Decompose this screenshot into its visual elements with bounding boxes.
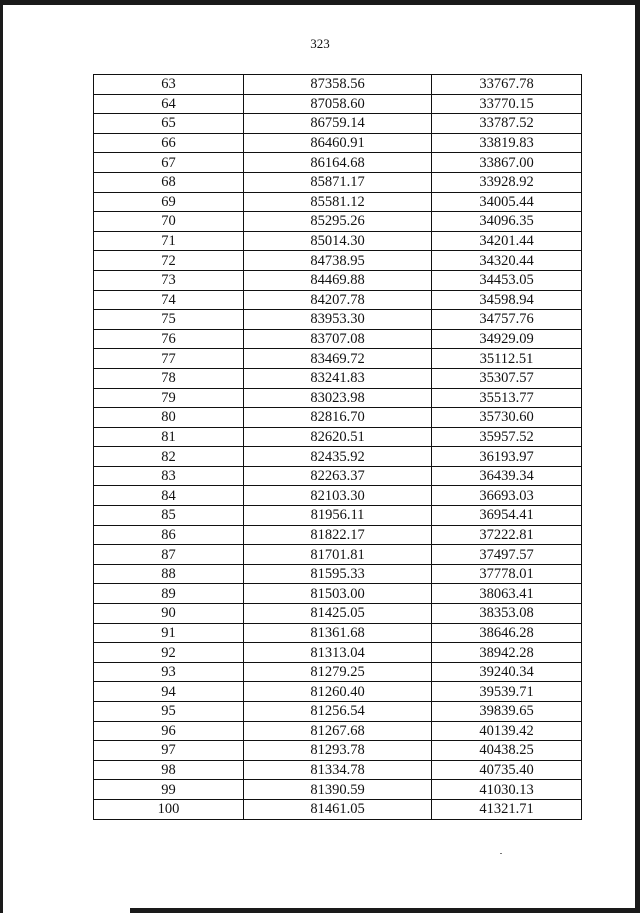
- value-a-cell: 81293.78: [244, 741, 432, 761]
- value-a-cell: 81279.25: [244, 662, 432, 682]
- row-index-cell: 86: [94, 525, 244, 545]
- table-row: [94, 760, 582, 780]
- table-row: [94, 506, 582, 526]
- table-row: [94, 662, 582, 682]
- value-b-cell: 34929.09: [432, 329, 582, 349]
- scan-edge-left: [0, 0, 3, 913]
- row-index-cell: 63: [94, 75, 244, 95]
- value-b-cell: 37222.81: [432, 525, 582, 545]
- row-index-cell: 71: [94, 231, 244, 251]
- row-index-cell: 68: [94, 172, 244, 192]
- table-row: [94, 604, 582, 624]
- value-b-cell: 37778.01: [432, 564, 582, 584]
- row-index-cell: 94: [94, 682, 244, 702]
- value-a-cell: 85295.26: [244, 212, 432, 232]
- value-a-cell: 81822.17: [244, 525, 432, 545]
- value-b-cell: 33867.00: [432, 153, 582, 173]
- table-row: [94, 290, 582, 310]
- value-b-cell: 36693.03: [432, 486, 582, 506]
- data-table: [93, 74, 582, 820]
- scan-speck: [500, 853, 502, 854]
- value-a-cell: 81334.78: [244, 760, 432, 780]
- table-row: [94, 75, 582, 95]
- row-index-cell: 66: [94, 133, 244, 153]
- table-row: [94, 408, 582, 428]
- row-index-cell: 89: [94, 584, 244, 604]
- value-a-cell: 81503.00: [244, 584, 432, 604]
- row-index-cell: 65: [94, 114, 244, 134]
- value-a-cell: 82816.70: [244, 408, 432, 428]
- row-index-cell: 73: [94, 270, 244, 290]
- value-a-cell: 84738.95: [244, 251, 432, 271]
- value-b-cell: 39240.34: [432, 662, 582, 682]
- row-index-cell: 85: [94, 506, 244, 526]
- value-a-cell: 87358.56: [244, 75, 432, 95]
- value-b-cell: 34598.94: [432, 290, 582, 310]
- table-row: [94, 486, 582, 506]
- value-a-cell: 81260.40: [244, 682, 432, 702]
- value-b-cell: 36439.34: [432, 466, 582, 486]
- value-a-cell: 85014.30: [244, 231, 432, 251]
- value-a-cell: 81390.59: [244, 780, 432, 800]
- value-b-cell: 36193.97: [432, 447, 582, 467]
- value-b-cell: 33770.15: [432, 94, 582, 114]
- table-row: [94, 682, 582, 702]
- value-b-cell: 34757.76: [432, 310, 582, 330]
- table-row: [94, 741, 582, 761]
- row-index-cell: 91: [94, 623, 244, 643]
- value-b-cell: 35112.51: [432, 349, 582, 369]
- table-row: [94, 114, 582, 134]
- table-row: [94, 368, 582, 388]
- value-b-cell: 34096.35: [432, 212, 582, 232]
- value-b-cell: 38063.41: [432, 584, 582, 604]
- value-a-cell: 81267.68: [244, 721, 432, 741]
- value-b-cell: 35513.77: [432, 388, 582, 408]
- table-row: [94, 94, 582, 114]
- value-a-cell: 81256.54: [244, 702, 432, 722]
- value-b-cell: 36954.41: [432, 506, 582, 526]
- value-b-cell: 34201.44: [432, 231, 582, 251]
- row-index-cell: 96: [94, 721, 244, 741]
- scan-edge-top: [0, 0, 640, 5]
- value-b-cell: 40438.25: [432, 741, 582, 761]
- row-index-cell: 78: [94, 368, 244, 388]
- page-number: 323: [310, 36, 330, 51]
- value-a-cell: 81361.68: [244, 623, 432, 643]
- table-row: [94, 153, 582, 173]
- table-row: [94, 799, 582, 819]
- value-a-cell: 86164.68: [244, 153, 432, 173]
- table-row: [94, 329, 582, 349]
- table-row: [94, 545, 582, 565]
- row-index-cell: 97: [94, 741, 244, 761]
- table-row: [94, 623, 582, 643]
- table-row: [94, 427, 582, 447]
- scan-edge-right: [635, 0, 640, 913]
- table-row: [94, 270, 582, 290]
- table-row: [94, 212, 582, 232]
- row-index-cell: 69: [94, 192, 244, 212]
- value-a-cell: 83469.72: [244, 349, 432, 369]
- row-index-cell: 87: [94, 545, 244, 565]
- value-a-cell: 82620.51: [244, 427, 432, 447]
- value-a-cell: 81956.11: [244, 506, 432, 526]
- table-row: [94, 702, 582, 722]
- row-index-cell: 83: [94, 466, 244, 486]
- row-index-cell: 95: [94, 702, 244, 722]
- table-row: [94, 133, 582, 153]
- value-b-cell: 41321.71: [432, 799, 582, 819]
- row-index-cell: 77: [94, 349, 244, 369]
- value-b-cell: 33819.83: [432, 133, 582, 153]
- value-b-cell: 41030.13: [432, 780, 582, 800]
- row-index-cell: 88: [94, 564, 244, 584]
- row-index-cell: 99: [94, 780, 244, 800]
- row-index-cell: 80: [94, 408, 244, 428]
- row-index-cell: 79: [94, 388, 244, 408]
- row-index-cell: 64: [94, 94, 244, 114]
- value-a-cell: 83707.08: [244, 329, 432, 349]
- row-index-cell: 84: [94, 486, 244, 506]
- row-index-cell: 81: [94, 427, 244, 447]
- value-b-cell: 39539.71: [432, 682, 582, 702]
- value-a-cell: 85581.12: [244, 192, 432, 212]
- value-b-cell: 34453.05: [432, 270, 582, 290]
- row-index-cell: 70: [94, 212, 244, 232]
- value-a-cell: 85871.17: [244, 172, 432, 192]
- data-table-body: [94, 75, 582, 820]
- value-a-cell: 82103.30: [244, 486, 432, 506]
- row-index-cell: 98: [94, 760, 244, 780]
- value-a-cell: 83953.30: [244, 310, 432, 330]
- table-row: [94, 231, 582, 251]
- table-row: [94, 643, 582, 663]
- value-a-cell: 81701.81: [244, 545, 432, 565]
- row-index-cell: 100: [94, 799, 244, 819]
- row-index-cell: 92: [94, 643, 244, 663]
- value-a-cell: 82435.92: [244, 447, 432, 467]
- table-row: [94, 584, 582, 604]
- row-index-cell: 93: [94, 662, 244, 682]
- value-a-cell: 81425.05: [244, 604, 432, 624]
- value-b-cell: 38942.28: [432, 643, 582, 663]
- table-row: [94, 349, 582, 369]
- value-b-cell: 37497.57: [432, 545, 582, 565]
- value-b-cell: 33787.52: [432, 114, 582, 134]
- value-b-cell: 33767.78: [432, 75, 582, 95]
- value-b-cell: 40139.42: [432, 721, 582, 741]
- table-row: [94, 447, 582, 467]
- row-index-cell: 72: [94, 251, 244, 271]
- value-a-cell: 86759.14: [244, 114, 432, 134]
- table-row: [94, 466, 582, 486]
- table-row: [94, 251, 582, 271]
- value-a-cell: 82263.37: [244, 466, 432, 486]
- row-index-cell: 90: [94, 604, 244, 624]
- table-row: [94, 172, 582, 192]
- table-row: [94, 721, 582, 741]
- row-index-cell: 67: [94, 153, 244, 173]
- value-a-cell: 81313.04: [244, 643, 432, 663]
- value-b-cell: 34320.44: [432, 251, 582, 271]
- value-a-cell: 84207.78: [244, 290, 432, 310]
- value-a-cell: 83241.83: [244, 368, 432, 388]
- table-row: [94, 388, 582, 408]
- value-a-cell: 81595.33: [244, 564, 432, 584]
- row-index-cell: 82: [94, 447, 244, 467]
- value-b-cell: 40735.40: [432, 760, 582, 780]
- table-row: [94, 192, 582, 212]
- value-b-cell: 35957.52: [432, 427, 582, 447]
- value-a-cell: 83023.98: [244, 388, 432, 408]
- value-b-cell: 34005.44: [432, 192, 582, 212]
- value-a-cell: 86460.91: [244, 133, 432, 153]
- value-a-cell: 87058.60: [244, 94, 432, 114]
- table-row: [94, 780, 582, 800]
- value-b-cell: 38646.28: [432, 623, 582, 643]
- row-index-cell: 74: [94, 290, 244, 310]
- value-b-cell: 35730.60: [432, 408, 582, 428]
- value-b-cell: 33928.92: [432, 172, 582, 192]
- row-index-cell: 75: [94, 310, 244, 330]
- row-index-cell: 76: [94, 329, 244, 349]
- value-b-cell: 39839.65: [432, 702, 582, 722]
- value-a-cell: 81461.05: [244, 799, 432, 819]
- value-b-cell: 38353.08: [432, 604, 582, 624]
- scan-edge-bottom: [130, 908, 640, 913]
- table-row: [94, 310, 582, 330]
- table-row: [94, 525, 582, 545]
- table-row: [94, 564, 582, 584]
- value-a-cell: 84469.88: [244, 270, 432, 290]
- value-b-cell: 35307.57: [432, 368, 582, 388]
